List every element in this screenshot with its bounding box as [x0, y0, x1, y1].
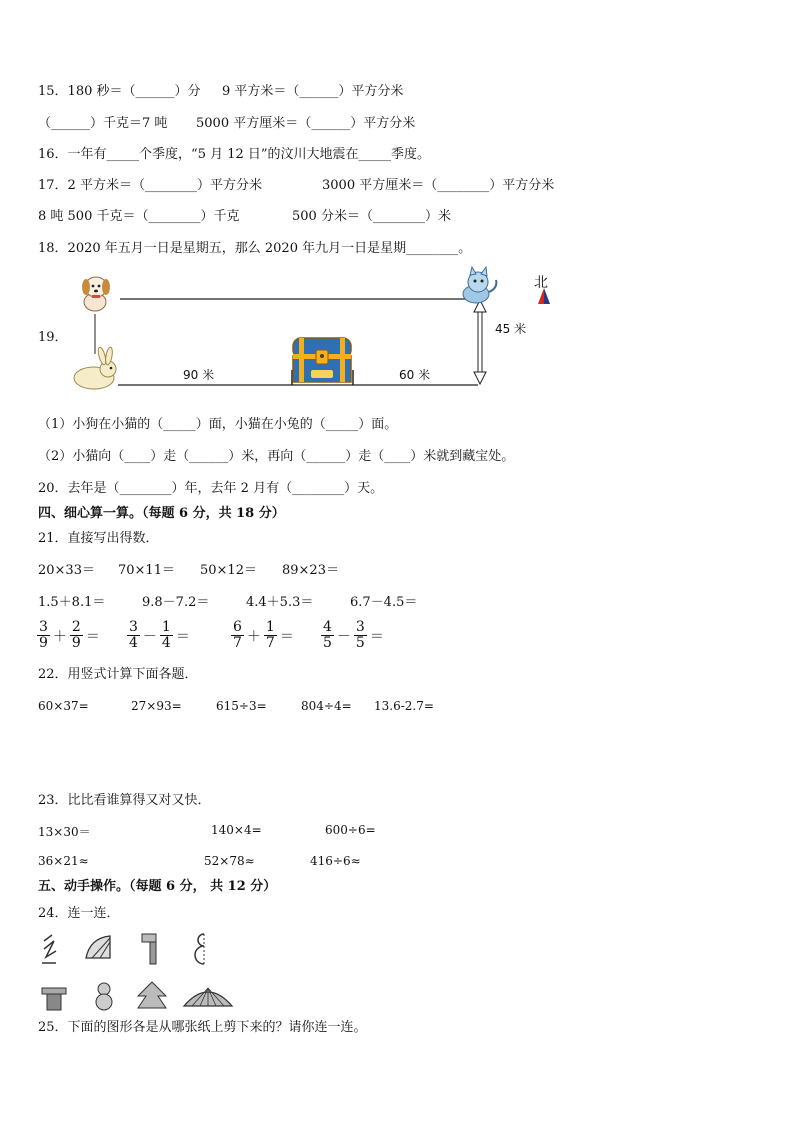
q23-item: 140×4= — [211, 823, 262, 837]
q21-row1-item: 50×12＝ — [200, 563, 257, 578]
fraction-numerator: 1 — [161, 619, 171, 635]
snowman-shape-icon — [96, 983, 112, 1010]
fraction-numerator: 3 — [355, 619, 365, 635]
q23-item: 600÷6= — [325, 823, 376, 837]
q18-text: 18．2020 年五月一日是星期五，那么 2020 年九月一日是星期________。 — [38, 241, 472, 256]
treasure-chest-icon — [293, 338, 351, 382]
q22-title: 22．用竖式计算下面各题． — [38, 667, 198, 682]
q21-row2-item: 4.4＋5.3＝ — [246, 595, 314, 610]
fraction-operator: ＋ — [246, 628, 261, 645]
fraction-denominator: 5 — [355, 635, 365, 651]
house-shape-icon — [42, 988, 66, 1010]
q17-line1b: 3000 平方厘米＝（________）平方分米 — [322, 178, 555, 193]
fraction-numerator: 2 — [71, 619, 81, 635]
q22-item: 27×93= — [131, 699, 182, 713]
q15-line1b: 9 平方米＝（______）平方分米 — [222, 84, 404, 99]
q21-row2-item: 9.8－7.2＝ — [142, 595, 210, 610]
q19-sub2: （2）小猫向（____）走（______）米，再向（______）走（____）米就到藏宝处。 — [38, 449, 515, 464]
distance-label-right: 60 米 — [399, 368, 431, 382]
fraction-denominator: 9 — [71, 635, 81, 651]
fraction-numerator: 6 — [233, 619, 242, 635]
fraction-expression-2 — [126, 620, 192, 651]
q19-map-diagram — [60, 266, 570, 396]
q23-item: 13×30＝ — [38, 825, 91, 839]
section4-heading: 四、细心算一算。（每题 6 分，共 18 分） — [38, 506, 285, 521]
fraction-expression-1 — [36, 620, 102, 651]
half-snowman-icon — [195, 934, 204, 964]
q21-row1-item: 89×23＝ — [282, 563, 339, 578]
fraction-expression-3 — [230, 620, 296, 651]
fraction-denominator: 7 — [233, 635, 242, 651]
fraction-equals: ＝ — [175, 628, 190, 645]
q17-line1a: 17．2 平方米＝（________）平方分米 — [38, 178, 262, 193]
half-umbrella-icon — [86, 936, 110, 958]
q15-line2a: （______）千克＝7 吨 — [38, 116, 168, 131]
q24-full-shapes — [38, 980, 238, 1012]
tree-shape-icon — [138, 982, 166, 1008]
fraction-expression-4 — [320, 620, 386, 651]
q17-line2b: 500 分米＝（________）米 — [292, 209, 451, 224]
q17-line2a: 8 吨 500 千克＝（________）千克 — [38, 209, 240, 224]
q21-row2-item: 6.7－4.5＝ — [350, 595, 418, 610]
q21-title: 21．直接写出得数． — [38, 531, 159, 546]
q23-item: 416÷6≈ — [310, 854, 361, 868]
q22-item: 60×37= — [38, 699, 89, 713]
dog-icon — [82, 277, 110, 311]
q22-item: 804÷4= — [301, 699, 352, 713]
fraction-equals: ＝ — [369, 628, 384, 645]
fraction-denominator: 7 — [265, 635, 275, 651]
umbrella-shape-icon — [184, 988, 232, 1006]
north-label: 北 — [534, 275, 548, 291]
zigzag-half-icon — [42, 935, 56, 963]
q24-half-shapes — [38, 932, 218, 966]
q23-item: 36×21≈ — [38, 854, 89, 868]
q15-line2b: 5000 平方厘米＝（______）平方分米 — [196, 116, 416, 131]
distance-label-vertical: 45 米 — [495, 322, 527, 336]
fraction-numerator: 1 — [265, 619, 275, 635]
q19-sub1: （1）小狗在小猫的（_____）面，小猫在小兔的（_____）面。 — [38, 417, 398, 432]
q23-title: 23．比比看谁算得又对又快． — [38, 793, 211, 808]
q22-item: 615÷3= — [216, 699, 267, 713]
half-house-icon — [142, 934, 156, 964]
cat-icon — [463, 267, 496, 303]
q24-title: 24．连一连． — [38, 906, 120, 921]
q16-text: 16．一年有_____个季度，“5 月 12 日”的汶川大地震在_____季度。 — [38, 147, 431, 162]
q21-row1-item: 20×33＝ — [38, 563, 95, 578]
q20-text: 20．去年是（________）年，去年 2 月有（________）天。 — [38, 481, 384, 496]
q21-row2-item: 1.5＋8.1＝ — [38, 595, 106, 610]
q23-item: 52×78≈ — [204, 854, 255, 868]
fraction-operator: ＋ — [52, 628, 67, 645]
section5-heading: 五、动手操作。（每题 6 分， 共 12 分） — [38, 879, 277, 894]
distance-label-left: 90 米 — [183, 368, 215, 382]
fraction-operator: － — [336, 628, 351, 645]
fraction-operator: － — [142, 628, 157, 645]
fraction-denominator: 5 — [323, 635, 332, 651]
fraction-numerator: 4 — [323, 619, 332, 635]
fraction-equals: ＝ — [279, 628, 294, 645]
fraction-denominator: 9 — [39, 635, 48, 651]
fraction-denominator: 4 — [129, 635, 138, 651]
q15-line1a: 15．180 秒＝（______）分 — [38, 84, 201, 99]
q25-title: 25．下面的图形各是从哪张纸上剪下来的？请你连一连。 — [38, 1020, 367, 1035]
fraction-numerator: 3 — [129, 619, 138, 635]
q22-item: 13.6-2.7= — [374, 699, 434, 713]
q21-row1-item: 70×11＝ — [118, 563, 175, 578]
fraction-equals: ＝ — [85, 628, 100, 645]
fraction-denominator: 4 — [161, 635, 171, 651]
fraction-numerator: 3 — [39, 619, 48, 635]
q19-number: 19． — [38, 330, 68, 345]
